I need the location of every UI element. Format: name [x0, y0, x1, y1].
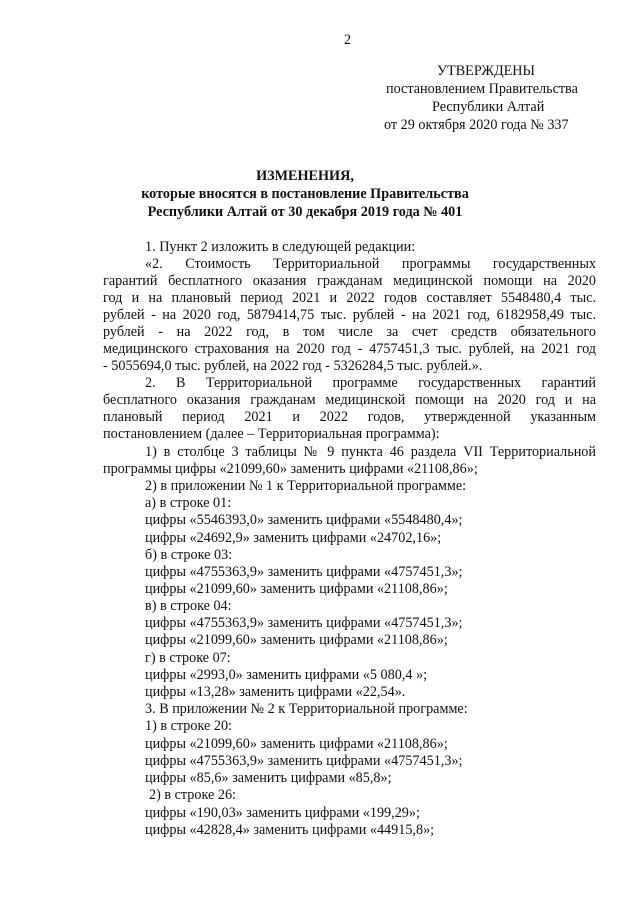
body-line: г) в строке 07:: [145, 650, 231, 666]
title-line-2: которые вносятся в постановление Правительства: [141, 186, 469, 202]
body-line: цифры «4755363,9» заменить цифрами «4757451,3»;: [145, 753, 463, 769]
body-line: 2) в строке 26:: [149, 787, 236, 803]
title-line-3: Республики Алтай от 30 декабря 2019 года № 401: [147, 204, 463, 220]
approval-heading: УТВЕРЖДЕНЫ: [437, 63, 535, 79]
body-line: цифры «5546393,0» заменить цифрами «5548480,4»;: [145, 512, 463, 528]
body-line: рублей - на 2020 год, 5879414,75 тыс. рублей - на 2021 год, 6182958,49 тыс.: [103, 307, 596, 323]
body-line: в) в строке 04:: [145, 598, 232, 614]
body-line: бесплатного оказания гражданам медицинской помощи на 2020 год и на: [103, 392, 596, 408]
body-line: плановый период 2021 и 2022 годов, утвержденной указанным: [103, 409, 596, 425]
body-line: 1) в строке 20:: [145, 718, 232, 734]
body-line: цифры «13,28» заменить цифрами «22,54».: [145, 684, 406, 700]
body-line: цифры «2993,0» заменить цифрами «5 080,4 »;: [145, 667, 428, 683]
body-line: цифры «42828,4» заменить цифрами «44915,8»;: [145, 822, 435, 838]
body-line: 2. В Территориальной программе государственных гарантий: [145, 375, 596, 391]
body-line: медицинского страхования на 2020 год - 4757451,3 тыс. рублей, на 2021 год: [103, 341, 596, 357]
body-line: цифры «4755363,9» заменить цифрами «4757451,3»;: [145, 564, 463, 580]
approval-line-2: постановлением Правительства: [386, 81, 578, 97]
body-line: цифры «4755363,9» заменить цифрами «4757451,3»;: [145, 615, 463, 631]
body-line: 2) в приложении № 1 к Территориальной программе:: [145, 478, 467, 494]
body-line: 3. В приложении № 2 к Территориальной программе:: [145, 701, 468, 717]
body-line: цифры «24692,9» заменить цифрами «24702,16»;: [145, 530, 442, 546]
body-line: рублей - на 2022 год, в том числе за счет средств обязательного: [103, 324, 596, 340]
approval-line-3: Республики Алтай: [432, 99, 545, 115]
body-line: цифры «190,03» заменить цифрами «199,29»;: [145, 805, 420, 821]
body-line: гарантий бесплатного оказания гражданам медицинской помощи на 2020: [103, 273, 596, 289]
body-line: год и на плановый период 2021 и 2022 годов составляет 5548480,4 тыс.: [103, 290, 596, 306]
body-line: цифры «85,6» заменить цифрами «85,8»;: [145, 770, 392, 786]
page-number: 2: [344, 32, 352, 48]
body-line: цифры «21099,60» заменить цифрами «21108,86»;: [145, 736, 448, 752]
body-line: «2. Стоимость Территориальной программы государственных: [145, 256, 596, 272]
body-line: цифры «21099,60» заменить цифрами «21108,86»;: [145, 581, 448, 597]
approval-date: от 29 октября 2020 года № 337: [384, 117, 569, 133]
body-line: цифры «21099,60» заменить цифрами «21108,86»;: [145, 632, 448, 648]
body-line: программы цифры «21099,60» заменить цифрами «21108,86»;: [103, 461, 478, 477]
body-line: б) в строке 03:: [145, 547, 233, 563]
body-line: 1. Пункт 2 изложить в следующей редакции:: [145, 239, 416, 255]
body-line: постановлением (далее – Территориальная программа):: [103, 426, 440, 442]
body-line: 1) в столбце 3 таблицы № 9 пункта 46 раздела VII Территориальной: [145, 444, 596, 460]
body-line: а) в строке 01:: [145, 495, 232, 511]
title-line-1: ИЗМЕНЕНИЯ,: [256, 168, 354, 184]
body-line: - 5055694,0 тыс. рублей, на 2022 год - 5326284,5 тыс. рублей.».: [103, 358, 483, 374]
